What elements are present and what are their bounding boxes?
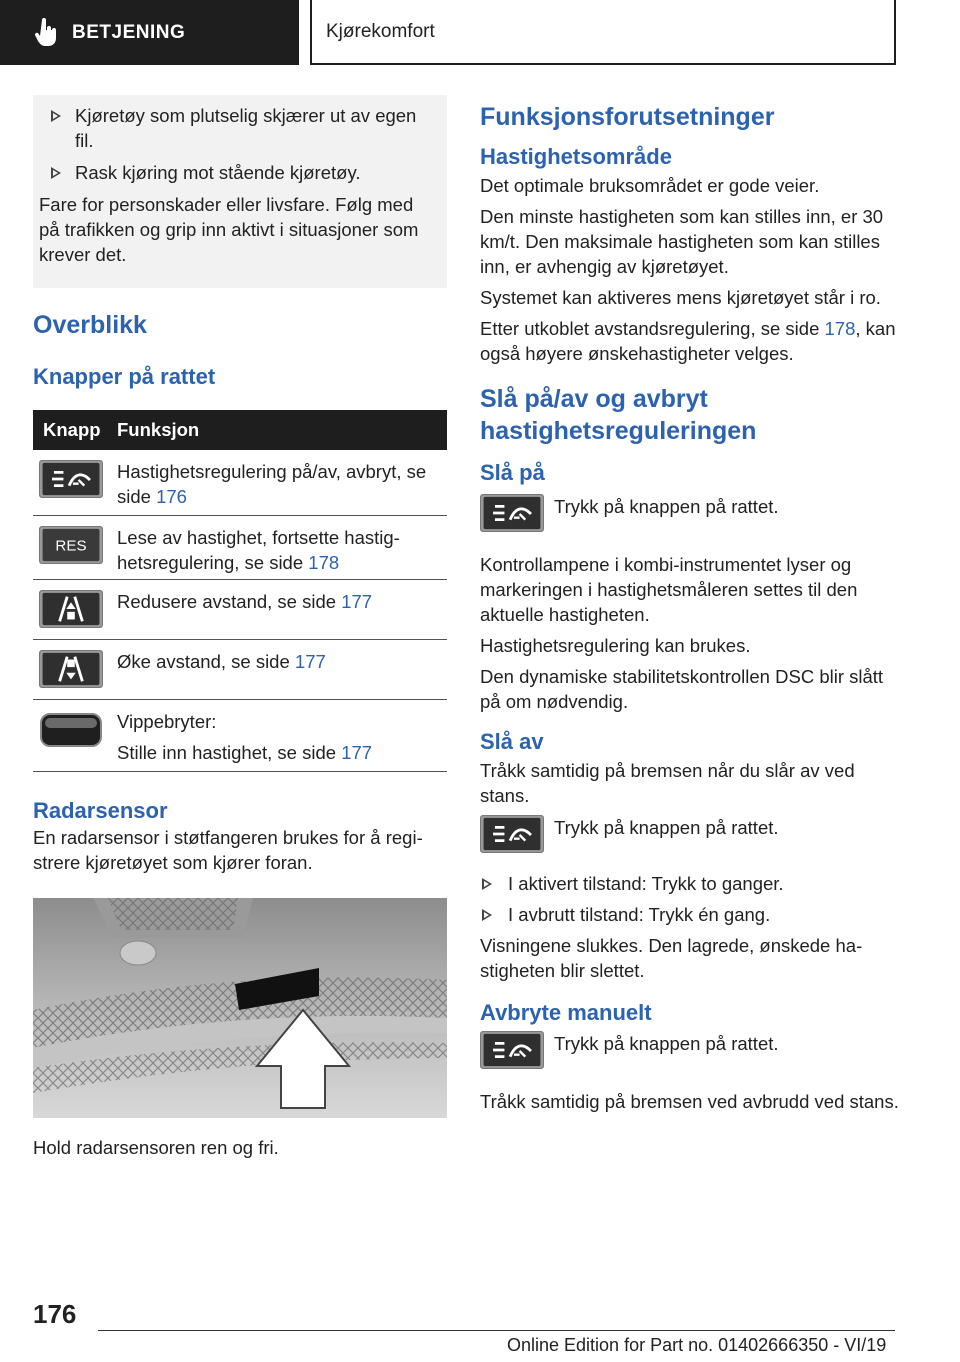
triangle-bullet-icon xyxy=(51,110,61,122)
row-text: Lese av hastighet, fortsette hastighetsregulering, se side xyxy=(117,526,400,573)
rocker-switch-icon xyxy=(39,710,103,748)
radar-text: En radarsensor i støtfangeren brukes for å registrere kjøretøyet som kjører foran. xyxy=(33,826,423,873)
overview-heading: Overblikk xyxy=(33,311,147,339)
radar-sensor-illustration xyxy=(33,898,447,1118)
paragraph: Hastighetsregulering kan brukes. xyxy=(480,635,751,656)
cruise-control-icon xyxy=(480,815,544,853)
paragraph: Kontrollampene i kombi-instrumentet lyser og markeringen i hastighetsmåleren settes til den aktuelle hastigheten. xyxy=(480,554,858,625)
right-column xyxy=(480,95,900,1114)
turn-off-heading: Slå av xyxy=(480,729,544,754)
radar-caption: Hold radarsensoren ren og fri. xyxy=(33,1136,279,1158)
chapter-label: Kjørekomfort xyxy=(326,20,435,42)
table-row xyxy=(33,515,447,579)
warning-bullet: Kjøretøy som plutselig skjærer ut av egen fil. xyxy=(39,103,437,153)
paragraph: Den minste hastigheten som kan stilles inn, er 30 km/t. Den maksimale hastigheten som kan stilles inn, er avhengig av kjøretøyet. xyxy=(480,206,884,277)
cruise-control-icon xyxy=(39,460,103,498)
distance-decrease-icon xyxy=(39,590,103,628)
instruction-row xyxy=(480,815,900,863)
svg-text:RES: RES xyxy=(55,537,87,555)
column-header: Funksjon xyxy=(117,410,447,450)
row-text: Hastighetsregulering på/av, avbryt, se side xyxy=(117,461,427,507)
instruction-text: Trykk på knappen på rattet. xyxy=(554,1033,779,1054)
page-link[interactable]: 177 xyxy=(341,590,373,612)
edition-text: Online Edition for Part no. 01402666350 - VI/19 xyxy=(507,1335,887,1355)
list-item: I aktivert tilstand: Trykk to ganger. xyxy=(480,871,900,896)
buttons-heading: Knapper på rattet xyxy=(33,364,216,389)
cruise-control-icon xyxy=(480,1031,544,1069)
section-label: BETJENING xyxy=(72,21,186,43)
warning-text: Fare for personskader eller livsfare. Følg med på trafikken og grip inn aktivt i situasjoner som krever det. xyxy=(39,194,419,265)
paragraph: Systemet kan aktiveres mens kjøretøyet står i ro. xyxy=(480,287,881,308)
cancel-heading: Avbryte manuelt xyxy=(480,1000,652,1025)
distance-increase-icon xyxy=(39,650,103,688)
res-button-icon xyxy=(39,526,103,564)
triangle-bullet-icon xyxy=(482,909,492,921)
paragraph: Etter utkoblet avstandsregulering, se side 178, kan også høyere ønskehastigheter velges. xyxy=(480,318,896,364)
column-header: Knapp xyxy=(33,410,117,450)
section-tab[interactable] xyxy=(0,0,299,65)
paragraph: Tråkk samtidig på bremsen når du slår av ved stans. xyxy=(480,760,855,806)
chapter-box xyxy=(310,0,896,65)
triangle-bullet-icon xyxy=(482,878,492,890)
table-row xyxy=(33,450,447,515)
instruction-text: Trykk på knappen på rattet. xyxy=(554,817,779,838)
cruise-control-icon xyxy=(480,494,544,532)
row-text: Redusere avstand, se side xyxy=(117,590,342,612)
speed-range-heading: Hastighetsområde xyxy=(480,144,672,169)
table-row xyxy=(33,639,447,699)
page-link[interactable]: 177 xyxy=(341,741,373,763)
onoff-heading: Slå på/av og avbryt hastighetsreguleringen xyxy=(480,385,757,445)
paragraph: Det optimale bruksområdet er gode veier. xyxy=(480,175,820,196)
row-text: Øke avstand, se side xyxy=(117,650,295,672)
table-row xyxy=(33,579,447,639)
page-link[interactable]: 177 xyxy=(294,650,326,672)
page-header xyxy=(0,0,960,66)
page-number: 176 xyxy=(33,1299,77,1329)
hand-pointer-icon xyxy=(34,18,58,48)
instruction-row xyxy=(480,1031,900,1079)
warning-bullet: Rask kjøring mot stående kjøretøy. xyxy=(39,160,437,185)
paragraph: Visningene slukkes. Den lagrede, ønskede hastigheten blir slettet. xyxy=(480,935,863,981)
left-column xyxy=(33,95,447,1160)
instruction-row xyxy=(480,494,900,542)
table-row xyxy=(33,699,447,771)
page-link[interactable]: 178 xyxy=(308,551,340,573)
triangle-bullet-icon xyxy=(51,167,61,179)
page-link[interactable]: 178 xyxy=(824,318,856,339)
paragraph: Den dynamiske stabilitetskontrollen DSC blir slått på om nødvendig. xyxy=(480,666,884,712)
list-item: I avbrutt tilstand: Trykk én gang. xyxy=(480,902,900,927)
buttons-table xyxy=(33,410,447,772)
warning-box xyxy=(33,95,447,288)
radar-heading: Radarsensor xyxy=(33,797,168,823)
prerequisites-heading: Funksjonsforutsetninger xyxy=(480,103,775,131)
page-link[interactable]: 176 xyxy=(156,486,187,507)
footer-divider xyxy=(98,1330,895,1331)
row-text: Stille inn hastighet, se side xyxy=(117,741,342,763)
turn-on-heading: Slå på xyxy=(480,460,545,485)
paragraph: Tråkk samtidig på bremsen ved avbrudd ved stans. xyxy=(480,1091,899,1112)
instruction-text: Trykk på knappen på rattet. xyxy=(554,496,779,517)
row-text: Vippebryter: xyxy=(117,710,217,732)
